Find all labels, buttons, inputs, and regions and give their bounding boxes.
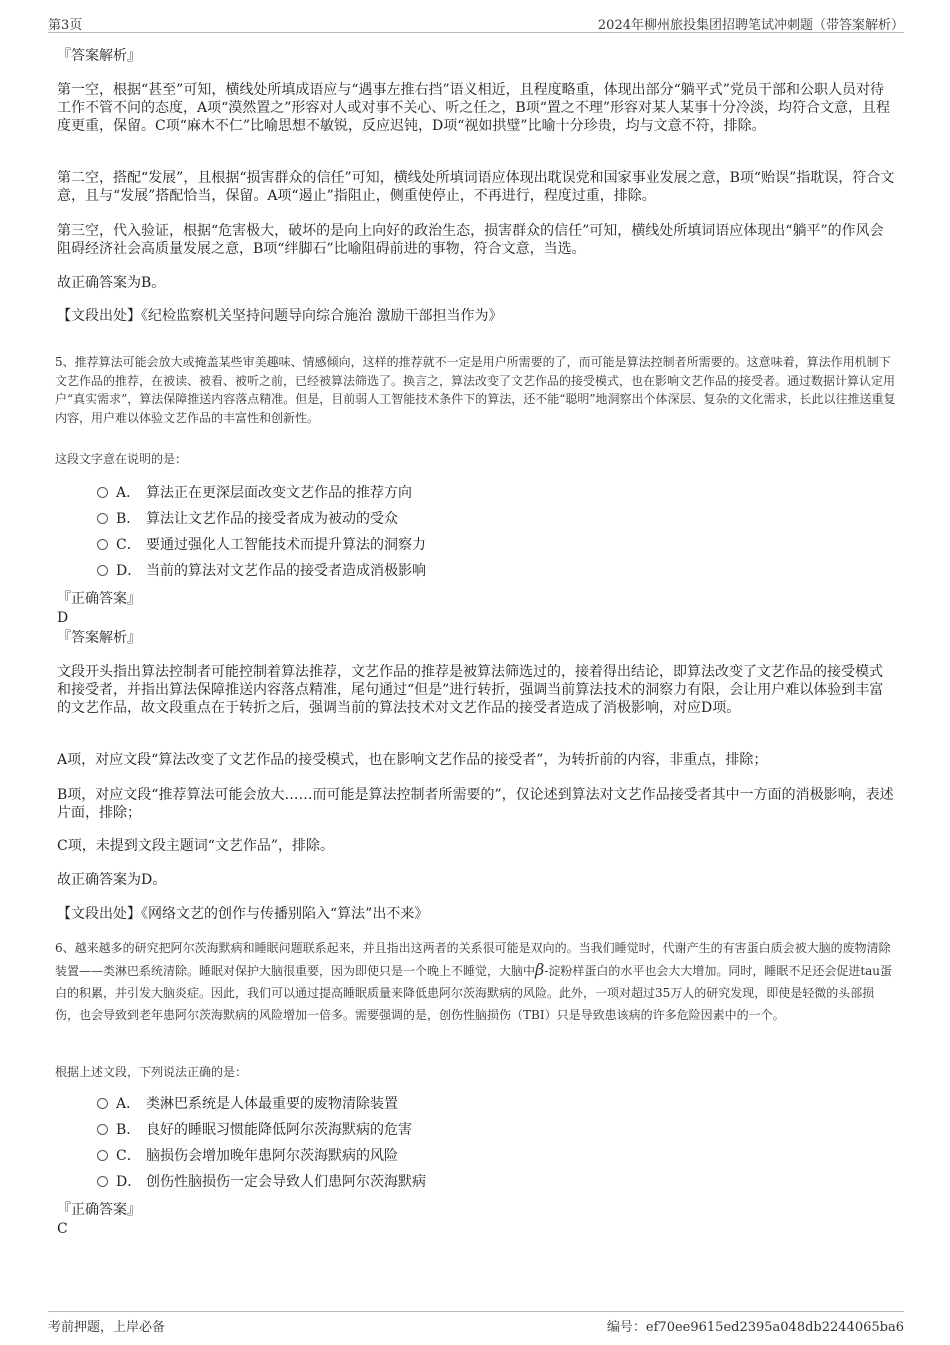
option-text: 算法正在更深层面改变文艺作品的推荐方向 (146, 485, 412, 501)
option-text: 算法让文艺作品的接受者成为被动的受众 (146, 511, 398, 527)
q6-option-c[interactable] (97, 1146, 398, 1166)
page-header (48, 12, 904, 33)
radio-icon[interactable] (97, 513, 108, 524)
option-text: 类淋巴系统是人体最重要的废物清除装置 (146, 1096, 398, 1112)
q6-answer-label: 『正确答案』 (57, 1202, 141, 1218)
radio-icon[interactable] (97, 1176, 108, 1187)
q6-option-d[interactable] (97, 1172, 426, 1192)
q4-source-title: 《纪检监察机关坚持问题导向综合施治 激励干部担当作为》 (141, 308, 503, 324)
radio-icon[interactable] (97, 1098, 108, 1109)
radio-icon[interactable] (97, 565, 108, 576)
beta-symbol: β (535, 960, 545, 979)
option-key: B． (116, 511, 141, 527)
q5-option-a[interactable] (97, 483, 412, 503)
q6-answer: C (57, 1221, 68, 1237)
q5-analysis-label: 『答案解析』 (57, 630, 141, 646)
q5-option-d[interactable] (97, 561, 426, 581)
q5-option-b[interactable] (97, 509, 398, 529)
q4-analysis-label: 『答案解析』 (57, 48, 141, 64)
q5-source-label: 【文段出处】 (57, 906, 141, 922)
q4-analysis-p1: 第一空，根据“甚至”可知，横线处所填成语应与“遇事左推右挡”语义相近，且程度略重，体现出部分“躺平式”党员干部和公职人员对待工作不管不问的态度，A项“漠然置之”形容对人或对事不关心、听之任之，B项“置之不理”形容对某人某事十分冷淡，均符合文意，且程度更重，保留。C项“麻木不仁”比喻思想不敏锐，反应迟钝，D项“视如拱璧”比喻十分珍贵，均与文意不符，排除。 (57, 82, 891, 134)
option-text: 当前的算法对文艺作品的接受者造成消极影响 (146, 563, 426, 579)
q5-analysis-p4: C项，未提到文段主题词“文艺作品”，排除。 (57, 838, 335, 854)
radio-icon[interactable] (97, 487, 108, 498)
document-id: 编号：ef70ee9615ed2395a048db2244065ba6 (606, 1320, 904, 1335)
radio-icon[interactable] (97, 1124, 108, 1135)
option-key: C． (116, 1148, 141, 1164)
q4-conclusion: 故正确答案为B。 (57, 275, 166, 291)
q5-conclusion: 故正确答案为D。 (57, 872, 167, 888)
option-key: C． (116, 537, 141, 553)
q6-passage (55, 937, 897, 1026)
option-key: A． (116, 485, 141, 501)
radio-icon[interactable] (97, 539, 108, 550)
q6-option-a[interactable] (97, 1094, 398, 1114)
q4-source-label: 【文段出处】 (57, 308, 141, 324)
q5-answer-label: 『正确答案』 (57, 591, 141, 607)
q5-analysis-p2: A项，对应文段“算法改变了文艺作品的接受模式，也在影响文艺作品的接受者”，为转折前的内容，非重点，排除； (57, 752, 768, 768)
option-key: B． (116, 1122, 141, 1138)
page-footer (48, 1311, 904, 1334)
footer-slogan: 考前押题，上岸必备 (48, 1320, 166, 1335)
q5-source-title: 《网络文艺的创作与传播别陷入“算法”出不来》 (141, 906, 429, 922)
page-number: 第3页 (48, 18, 83, 33)
q5-analysis-p3: B项，对应文段“推荐算法可能会放大……而可能是算法控制者所需要的”，仅论述到算法对文艺作品接受者其中一方面的消极影响，表述片面，排除； (57, 787, 894, 821)
q6-stem: 根据上述文段，下列说法正确的是： (55, 1065, 248, 1079)
q5-option-c[interactable] (97, 535, 426, 555)
q6-option-b[interactable] (97, 1120, 412, 1140)
option-text: 良好的睡眠习惯能降低阿尔茨海默病的危害 (146, 1122, 412, 1138)
option-text: 脑损伤会增加晚年患阿尔茨海默病的风险 (146, 1148, 398, 1164)
q6-passage-part2: -淀粉样蛋白的水平也会大大增加。同时，睡眠不足还会促进tau蛋白的积累，并引发大脑炎症。因此，我们可以通过提高睡眠质量来降低患阿尔茨海默病的风险。此外，一项对超过35万人的研究发现，即使是轻微的头部损伤，也会导致到老年患阿尔茨海默病的风险增加一倍多。需要强调的是，创伤性脑损伤（TBI）只是导致患该病的许多危险因素中的一个。 (55, 964, 893, 1022)
q4-source (57, 307, 895, 325)
q5-stem: 这段文字意在说明的是： (55, 452, 188, 466)
q4-analysis-p3: 第三空，代入验证，根据“危害极大，破坏的是向上向好的政治生态，损害群众的信任”可知，横线处所填词语应体现出“躺平”的作风会阻碍经济社会高质量发展之意，B项“绊脚石”比喻阻碍前进的事物，符合文意，当选。 (57, 223, 884, 257)
document-title: 2024年柳州旅投集团招聘笔试冲刺题（带答案解析） (597, 18, 904, 33)
option-text: 要通过强化人工智能技术而提升算法的洞察力 (146, 537, 426, 553)
q5-analysis-p1: 文段开头指出算法控制者可能控制着算法推荐，文艺作品的推荐是被算法筛选过的，接着得出结论，即算法改变了文艺作品的接受模式和接受者，并指出算法保障推送内容落点精准，尾句通过“但是”进行转折，强调当前算法技术的洞察力有限，会让用户难以体验到丰富的文艺作品，故文段重点在于转折之后，强调当前的算法技术对文艺作品的接受者造成了消极影响，对应D项。 (57, 664, 884, 716)
q6-passage-part1: 6、越来越多的研究把阿尔茨海默病和睡眠问题联系起来，并且指出这两者的关系很可能是双向的。当我们睡觉时，代谢产生的有害蛋白质会被大脑的废物清除装置——类淋巴系统清除。睡眠对保护大脑很重要，因为即使只是一个晚上不睡觉，大脑中 (55, 941, 891, 978)
q5-passage: 5、推荐算法可能会放大或掩盖某些审美趣味、情感倾向，这样的推荐就不一定是用户所需要的了，而可能是算法控制者所需要的。这意味着，算法作用机制下文艺作品的推荐，在被读、被看、被听之前，已经被算法筛选了。换言之，算法改变了文艺作品的接受模式，也在影响文艺作品的接受者。通过数据计算认定用户“真实需求”，算法保障推送内容落点精准。但是，目前弱人工智能技术条件下的算法，还不能“聪明”地洞察出个体深层、复杂的文化需求，长此以往推送重复内容，用户难以体验文艺作品的丰富性和创新性。 (55, 355, 896, 425)
radio-icon[interactable] (97, 1150, 108, 1161)
q5-source (57, 905, 895, 923)
q4-analysis-p2: 第二空，搭配“发展”，且根据“损害群众的信任”可知，横线处所填词语应体现出耽误党和国家事业发展之意，B项“贻误”指耽误，符合文意，且与“发展”搭配恰当，保留。A项“遏止”指阻止，侧重使停止，不再进行，程度过重，排除。 (57, 170, 895, 204)
option-key: D． (116, 1174, 142, 1190)
q5-answer: D (57, 610, 69, 626)
option-key: D． (116, 563, 142, 579)
option-key: A． (116, 1096, 141, 1112)
option-text: 创伤性脑损伤一定会导致人们患阿尔茨海默病 (146, 1174, 426, 1190)
